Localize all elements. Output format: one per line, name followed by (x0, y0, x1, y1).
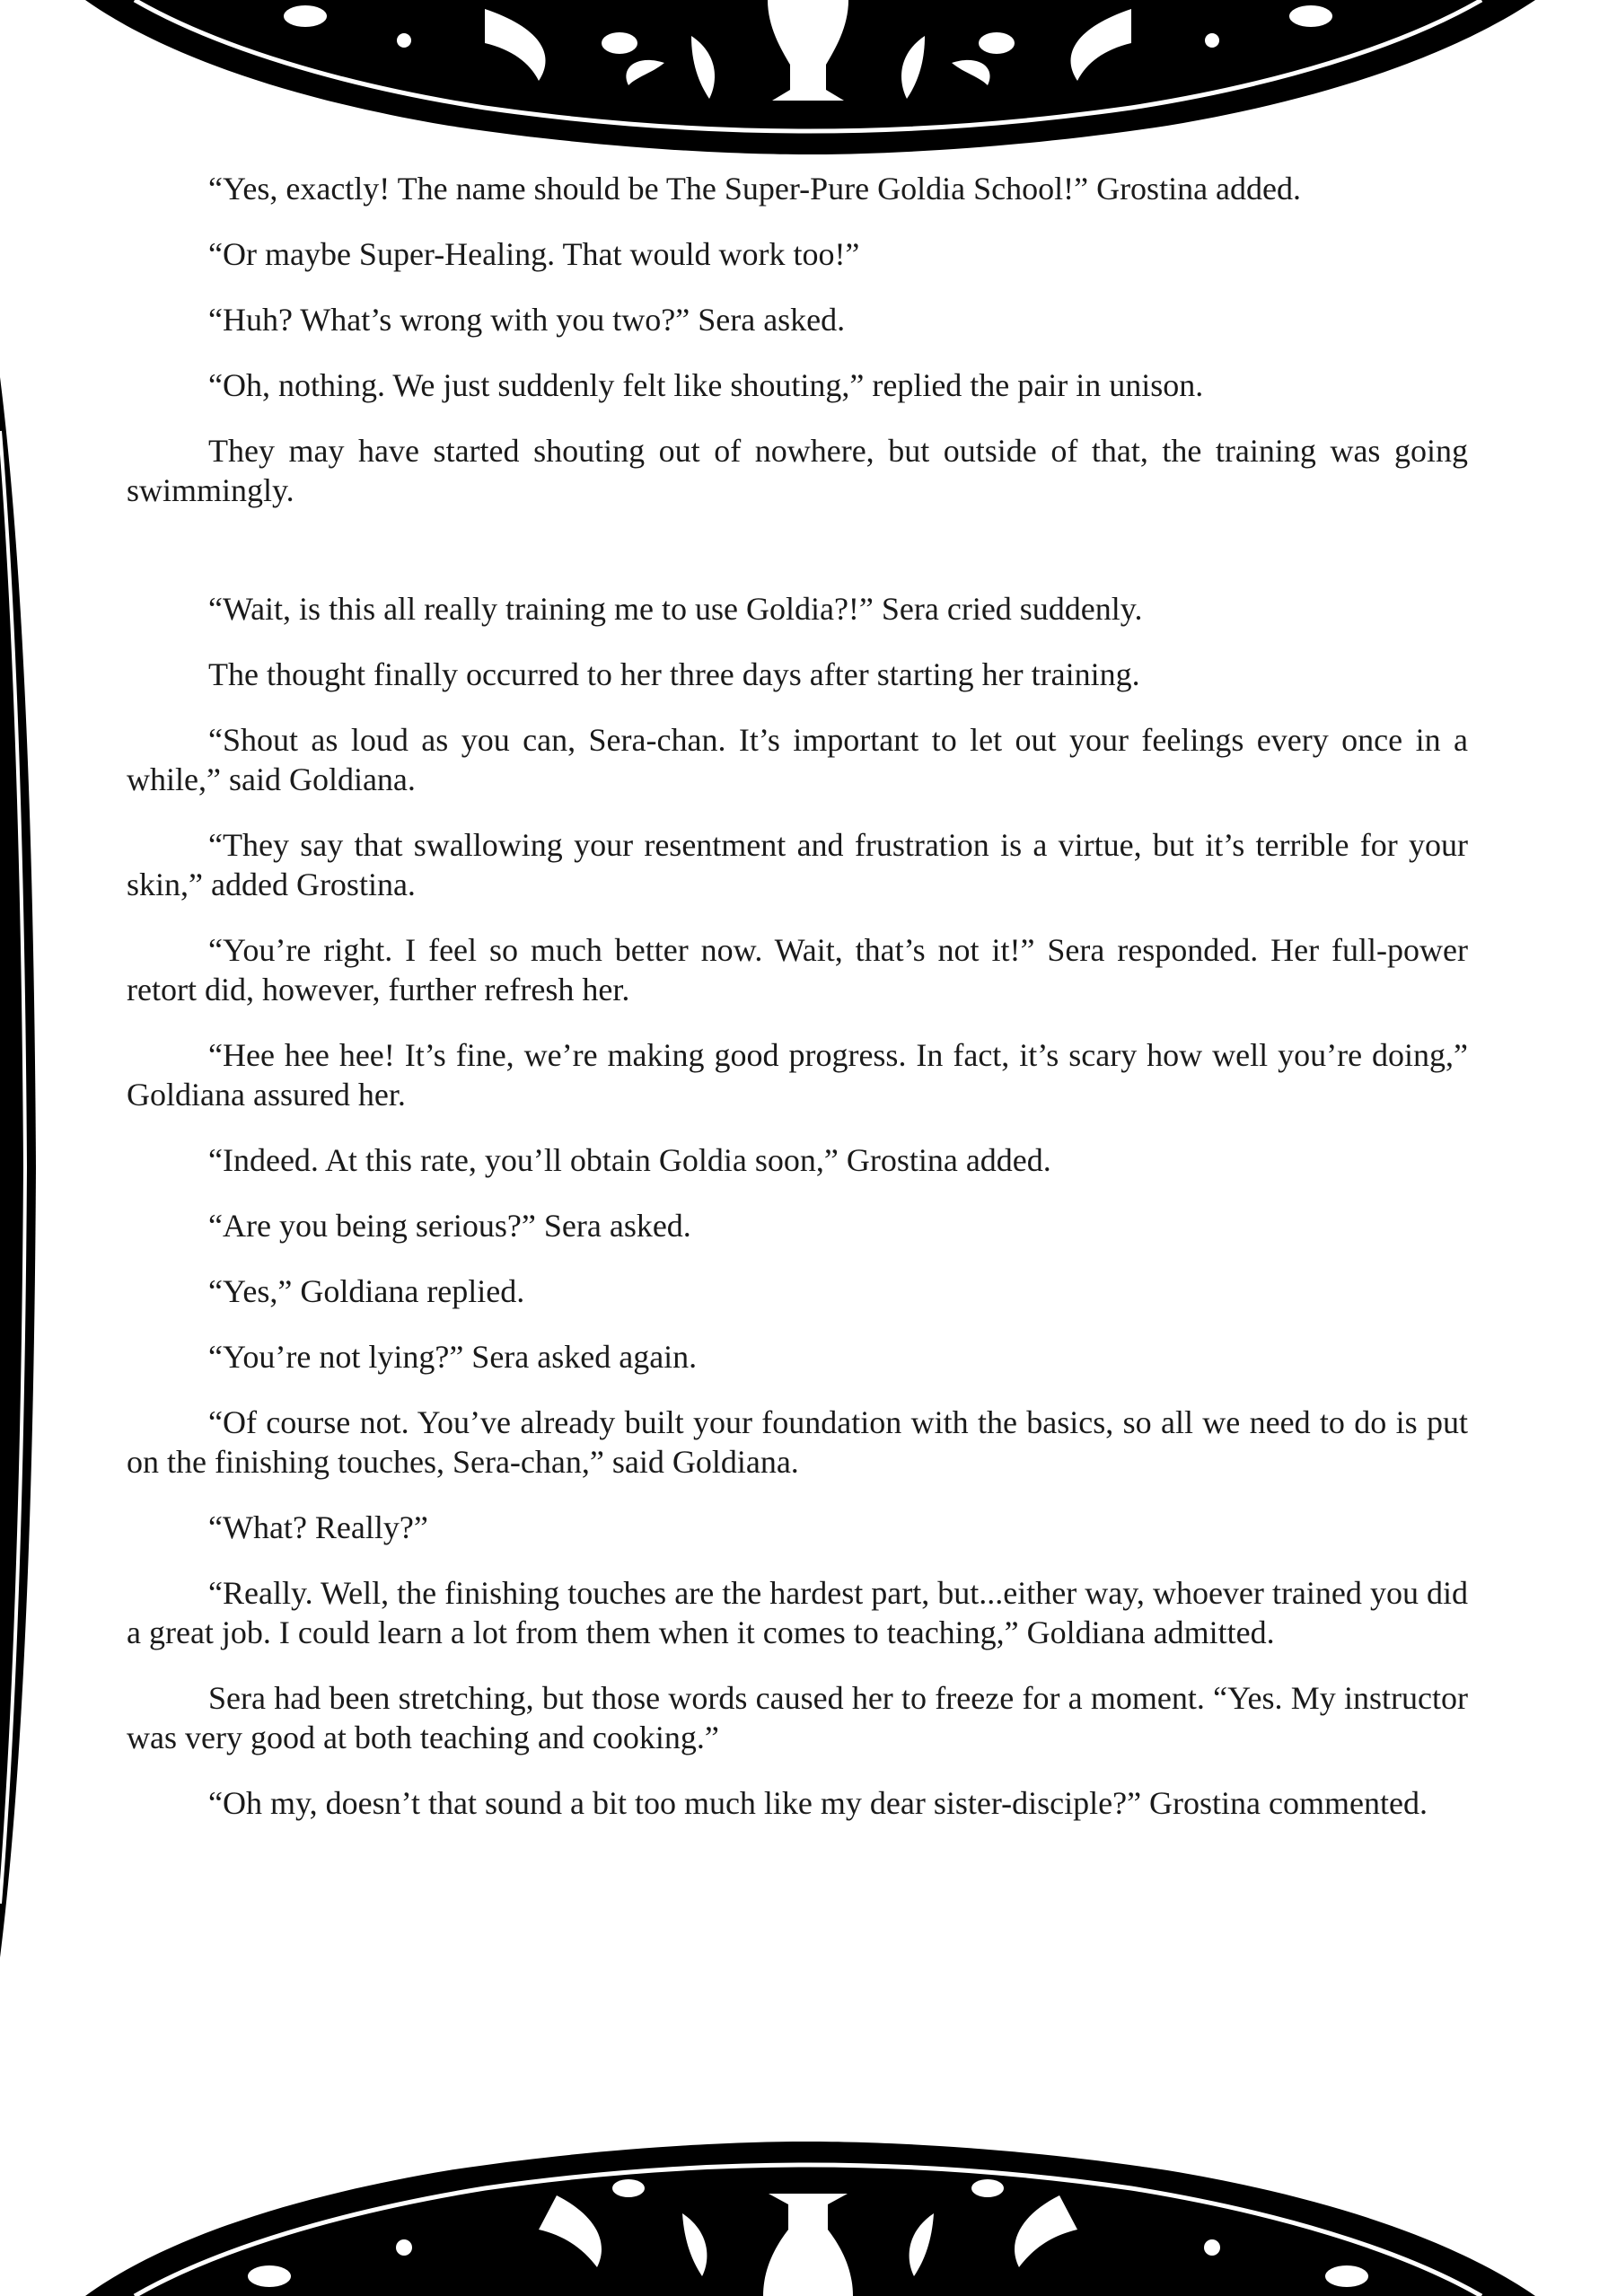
paragraph: “What? Really?” (208, 1509, 428, 1545)
paragraph: “Wait, is this all really training me to use Goldia?!” Sera cried suddenly. (208, 591, 1143, 627)
ornate-frame-bottom-icon (0, 2142, 1617, 2296)
paragraph: “You’re not lying?” Sera asked again. (208, 1339, 698, 1375)
paragraph: “Oh, nothing. We just suddenly felt like shouting,” replied the pair in unison. (208, 367, 1204, 403)
paragraph: “Or maybe Super-Healing. That would work too!” (208, 236, 860, 272)
paragraph: “Yes, exactly! The name should be The Super-Pure Goldia School!” Grostina added. (208, 171, 1302, 207)
paragraph: “Really. Well, the finishing touches are the hardest part, but...either way, whoever trained you did a great job. I could learn a lot from them when it comes to teaching,” Goldiana admitted. (127, 1575, 1468, 1650)
paragraph: “Huh? What’s wrong with you two?” Sera asked. (208, 302, 846, 338)
paragraph: “Of course not. You’ve already built your foundation with the basics, so all we need to do is put on the finishing touches, Sera-chan,” said Goldiana. (127, 1404, 1468, 1480)
paragraph: “Yes,” Goldiana replied. (208, 1273, 525, 1309)
ornate-border-left-icon (0, 377, 54, 1957)
paragraph: “They say that swallowing your resentment and frustration is a virtue, but it’s terrible for your skin,” added Grostina. (127, 827, 1468, 902)
paragraph: They may have started shouting out of nowhere, but outside of that, the training was going swimmingly. (127, 433, 1468, 508)
paragraph: “Are you being serious?” Sera asked. (208, 1208, 691, 1244)
chapter-text (127, 169, 1468, 1849)
paragraph: Sera had been stretching, but those words caused her to freeze for a moment. “Yes. My instructor was very good at both teaching and cooking.” (127, 1680, 1468, 1755)
ornate-frame-top-icon (0, 0, 1617, 157)
paragraph: “You’re right. I feel so much better now. Wait, that’s not it!” Sera responded. Her full-power retort did, however, further refresh her. (127, 932, 1468, 1007)
paragraph: “Shout as loud as you can, Sera-chan. It’s important to let out your feelings every once in a while,” said Goldiana. (127, 722, 1468, 797)
paragraph: “Indeed. At this rate, you’ll obtain Goldia soon,” Grostina added. (208, 1142, 1051, 1178)
paragraph: The thought finally occurred to her three days after starting her training. (208, 656, 1140, 692)
paragraph: “Hee hee hee! It’s fine, we’re making good progress. In fact, it’s scary how well you’re doing,” Goldiana assured her. (127, 1037, 1468, 1113)
paragraph: “Oh my, doesn’t that sound a bit too much like my dear sister-disciple?” Grostina commented. (208, 1785, 1428, 1821)
